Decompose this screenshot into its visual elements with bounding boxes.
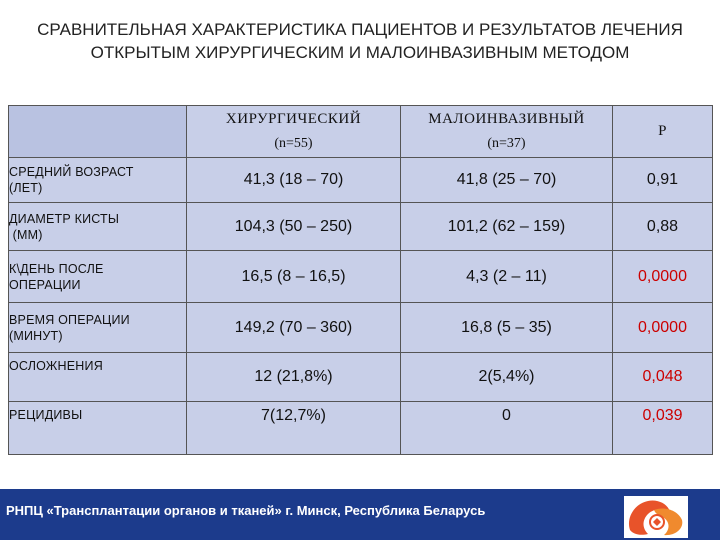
table-row (9, 203, 713, 251)
cell-p-value: 0,0000 (613, 251, 713, 303)
footer-bar (0, 489, 720, 540)
row-label-line-1: РЕЦИДИВЫ (9, 408, 83, 422)
cell-minimal: 2(5,4%) (401, 353, 613, 402)
column-sample-size: (n=55) (274, 136, 313, 151)
cell-p-value: 0,91 (613, 158, 713, 203)
column-name: P (658, 123, 667, 139)
cell-minimal: 101,2 (62 – 159) (401, 203, 613, 251)
comparison-table (8, 105, 713, 455)
table-header-row (9, 106, 713, 158)
row-label (9, 203, 187, 251)
row-label (9, 158, 187, 203)
column-name: МАЛОИНВАЗИВНЫЙ (428, 111, 585, 127)
table-row (9, 251, 713, 303)
cell-minimal: 4,3 (2 – 11) (401, 251, 613, 303)
cell-p-value: 0,0000 (613, 303, 713, 353)
cell-p-value: 0,88 (613, 203, 713, 251)
cell-surgical: 7(12,7%) (187, 402, 401, 455)
row-label (9, 353, 187, 402)
footer-text: РНПЦ «Трансплантации органов и тканей» г. Минск, Республика Беларусь (6, 503, 486, 518)
table-row (9, 353, 713, 402)
title-line-2: ОТКРЫТЫМ ХИРУРГИЧЕСКИМ И МАЛОИНВАЗИВНЫМ МЕТОДОМ (90, 43, 630, 62)
column-sample-size: (n=37) (487, 136, 526, 151)
row-label-line-2: ОПЕРАЦИИ (9, 277, 81, 292)
table-row (9, 158, 713, 203)
title-line-1: СРАВНИТЕЛЬНАЯ ХАРАКТЕРИСТИКА ПАЦИЕНТОВ И РЕЗУЛЬТАТОВ ЛЕЧЕНИЯ (37, 20, 683, 39)
cell-minimal: 41,8 (25 – 70) (401, 158, 613, 203)
cell-p-value: 0,039 (613, 402, 713, 455)
cell-minimal: 0 (401, 402, 613, 455)
cell-surgical: 16,5 (8 – 16,5) (187, 251, 401, 303)
row-label-line-1: СРЕДНИЙ ВОЗРАСТ (9, 165, 134, 179)
cell-minimal: 16,8 (5 – 35) (401, 303, 613, 353)
cell-surgical: 149,2 (70 – 360) (187, 303, 401, 353)
row-label-line-2: (ММ) (9, 227, 43, 242)
row-label-line-1: ВРЕМЯ ОПЕРАЦИИ (9, 312, 130, 327)
row-label (9, 303, 187, 353)
row-label-line-1: К\ДЕНЬ ПОСЛЕ (9, 261, 104, 276)
row-label-line-2: (ЛЕТ) (9, 181, 43, 195)
cell-surgical: 104,3 (50 – 250) (187, 203, 401, 251)
column-header-p (613, 106, 713, 158)
row-label-line-1: ДИАМЕТР КИСТЫ (9, 211, 120, 226)
cell-surgical: 12 (21,8%) (187, 353, 401, 402)
row-label (9, 402, 187, 455)
slide-title (0, 18, 720, 64)
column-name: ХИРУРГИЧЕСКИЙ (225, 111, 362, 127)
row-label-line-2: (МИНУТ) (9, 328, 63, 343)
cell-p-value: 0,048 (613, 353, 713, 402)
column-header-surgical (187, 106, 401, 158)
column-header-minimal (401, 106, 613, 158)
organ-transplant-center-logo-icon (624, 496, 688, 538)
table-row (9, 402, 713, 455)
table-row (9, 303, 713, 353)
table-corner-cell (9, 106, 187, 158)
cell-surgical: 41,3 (18 – 70) (187, 158, 401, 203)
row-label-line-1: ОСЛОЖНЕНИЯ (9, 359, 103, 373)
row-label (9, 251, 187, 303)
